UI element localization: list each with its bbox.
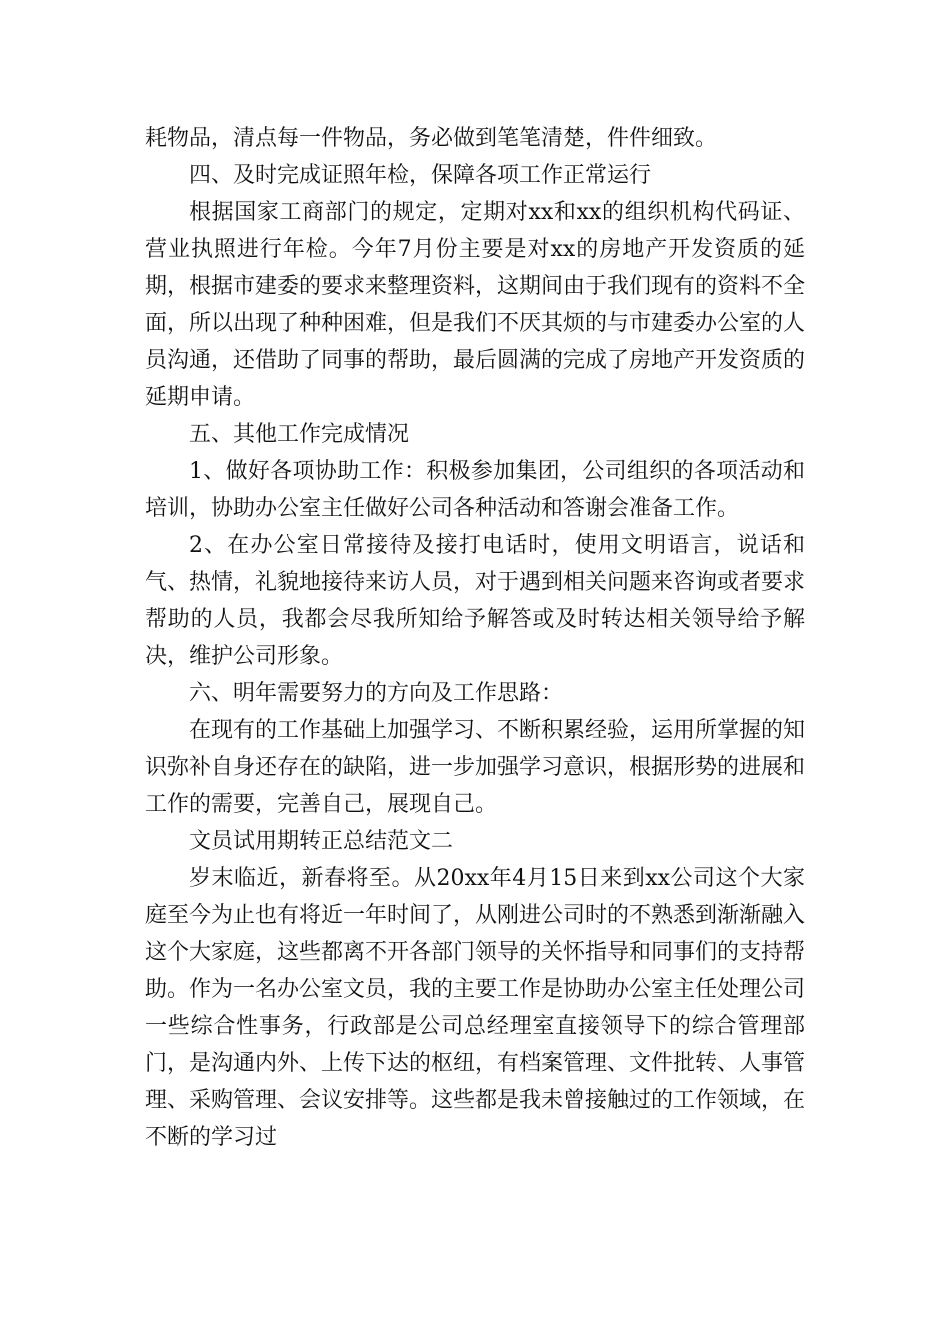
paragraph-reception: 2、在办公室日常接待及接打电话时，使用文明语言，说话和气、热情，礼貌地接待来访人员，对于遇到相关问题来咨询或者要求帮助的人员，我都会尽我所知给予解答或及时转达相关领导给予解决，维护公司形象。 bbox=[145, 533, 806, 669]
document-body bbox=[145, 120, 805, 1156]
section-heading-5: 五、其他工作完成情况 bbox=[189, 422, 410, 447]
paragraph-continuation: 耗物品，清点每一件物品，务必做到笔笔清楚，件件细致。 bbox=[145, 126, 718, 151]
article-title-2: 文员试用期转正总结范文二 bbox=[189, 829, 454, 854]
paragraph-next-year: 在现有的工作基础上加强学习、不断积累经验，运用所掌握的知识弥补自身还存在的缺陷，进一步加强学习意识，根据形势的进展和工作的需要，完善自己，展现自己。 bbox=[145, 718, 806, 817]
section-heading-4: 四、及时完成证照年检，保障各项工作正常运行 bbox=[189, 163, 652, 188]
paragraph-assist-work: 1、做好各项协助工作：积极参加集团，公司组织的各项活动和培训，协助办公室主任做好公司各种活动和答谢会准备工作。 bbox=[145, 459, 805, 521]
paragraph-year-end: 岁末临近，新春将至。从20xx年4月15日来到xx公司这个大家庭至今为止也有将近一年时间了，从刚进公司时的不熟悉到渐渐融入这个大家庭，这些都离不开各部门领导的关怀指导和同事们的支持帮助。作为一名办公室文员，我的主要工作是协助办公室主任处理公司一些综合性事务，行政部是公司总经理室直接领导下的综合管理部门，是沟通内外、上传下达的枢纽，有档案管理、文件批转、人事管理、采购管理、会议安排等。这些都是我未曾接触过的工作领域，在不断的学习过 bbox=[145, 866, 806, 1150]
paragraph-license-inspection: 根据国家工商部门的规定，定期对xx和xx的组织机构代码证、营业执照进行年检。今年7月份主要是对xx的房地产开发资质的延期，根据市建委的要求来整理资料，这期间由于我们现有的资料不全面，所以出现了种种困难，但是我们不厌其烦的与市建委办公室的人员沟通，还借助了同事的帮助，最后圆满的完成了房地产开发资质的延期申请。 bbox=[145, 200, 806, 410]
section-heading-6: 六、明年需要努力的方向及工作思路： bbox=[189, 681, 564, 706]
